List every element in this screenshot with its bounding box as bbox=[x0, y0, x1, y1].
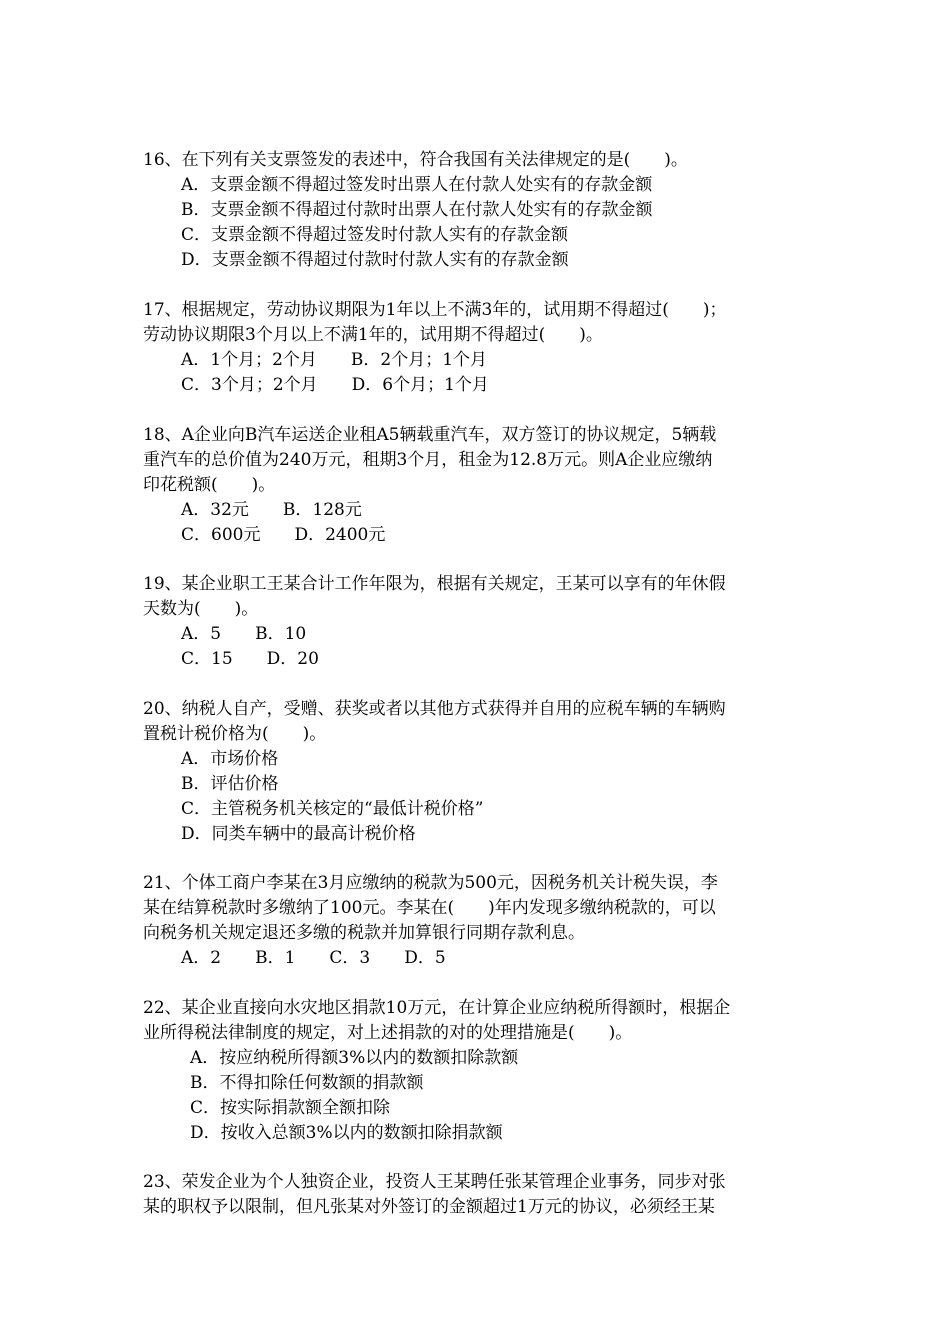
question-stem: 20、纳税人自产，受赠、获奖或者以其他方式获得并自用的应税车辆的车辆购 bbox=[143, 699, 726, 719]
question-stem: 天数为( )。 bbox=[143, 599, 259, 619]
option-row: C．15 D．20 bbox=[181, 649, 319, 669]
question-stem: 23、荣发企业为个人独资企业，投资人王某聘任张某管理企业事务，同步对张 bbox=[143, 1172, 726, 1192]
option-b: B．支票金额不得超过付款时出票人在付款人处实有的存款金额 bbox=[181, 200, 653, 220]
option-b: B．不得扣除任何数额的捐款额 bbox=[190, 1073, 424, 1093]
question-stem: 16、在下列有关支票签发的表述中，符合我国有关法律规定的是( )。 bbox=[143, 150, 688, 170]
option-c: C．按实际捐款额全额扣除 bbox=[190, 1098, 391, 1118]
question-stem: 19、某企业职工王某合计工作年限为，根据有关规定，王某可以享有的年休假 bbox=[143, 574, 726, 594]
option-row: A．5 B．10 bbox=[181, 624, 307, 644]
option-row: A．32元 B．128元 bbox=[181, 500, 362, 520]
option-row: C．3个月；2个月 D．6个月；1个月 bbox=[181, 375, 489, 395]
option-row: A．2 B．1 C．3 D．5 bbox=[181, 948, 446, 968]
question-stem: 某在结算税款时多缴纳了100元。李某在( )年内发现多缴纳税款的，可以 bbox=[143, 898, 716, 918]
option-d: D．按收入总额3%以内的数额扣除捐款额 bbox=[190, 1123, 503, 1143]
question-stem: 22、某企业直接向水灾地区捐款10万元，在计算企业应纳税所得额时，根据企 bbox=[143, 998, 731, 1018]
option-c: C．主管税务机关核定的“最低计税价格” bbox=[181, 799, 484, 819]
question-stem: 向税务机关规定退还多缴的税款并加算银行同期存款利息。 bbox=[143, 923, 585, 943]
question-18 bbox=[143, 423, 823, 548]
question-stem: 业所得税法律制度的规定，对上述捐款的对的处理措施是( )。 bbox=[143, 1023, 633, 1043]
option-a: A．支票金额不得超过签发时出票人在付款人处实有的存款金额 bbox=[181, 175, 653, 195]
option-row: C．600元 D．2400元 bbox=[181, 525, 386, 545]
question-stem: 劳动协议期限3个月以上不满1年的，试用期不得超过( )。 bbox=[143, 325, 603, 345]
option-d: D．同类车辆中的最高计税价格 bbox=[181, 824, 416, 844]
option-row: A．1个月；2个月 B．2个月；1个月 bbox=[181, 350, 488, 370]
question-23 bbox=[143, 1170, 823, 1220]
question-stem: 17、根据规定，劳动协议期限为1年以上不满3年的，试用期不得超过( )； bbox=[143, 300, 727, 320]
question-stem: 21、个体工商户李某在3月应缴纳的税款为500元，因税务机关计税失误，李 bbox=[143, 873, 718, 893]
question-stem: 18、A企业向B汽车运送企业租A5辆载重汽车，双方签订的协议规定，5辆载 bbox=[143, 425, 717, 445]
option-c: C．支票金额不得超过签发时付款人实有的存款金额 bbox=[181, 225, 569, 245]
question-stem: 重汽车的总价值为240万元，租期3个月，租金为12.8万元。则A企业应缴纳 bbox=[143, 450, 713, 470]
question-20 bbox=[143, 697, 823, 847]
question-stem: 某的职权予以限制，但凡张某对外签订的金额超过1万元的协议，必须经王某 bbox=[143, 1197, 715, 1217]
question-22 bbox=[143, 996, 823, 1146]
question-21 bbox=[143, 871, 823, 971]
option-b: B．评估价格 bbox=[181, 774, 279, 794]
question-16 bbox=[143, 148, 823, 273]
question-stem: 置税计税价格为( )。 bbox=[143, 724, 327, 744]
question-19 bbox=[143, 572, 823, 672]
option-a: A．按应纳税所得额3%以内的数额扣除款额 bbox=[190, 1048, 519, 1068]
question-stem: 印花税额( )。 bbox=[143, 475, 276, 495]
option-d: D．支票金额不得超过付款时付款人实有的存款金额 bbox=[181, 250, 569, 270]
question-17 bbox=[143, 298, 823, 398]
option-a: A．市场价格 bbox=[181, 749, 279, 769]
